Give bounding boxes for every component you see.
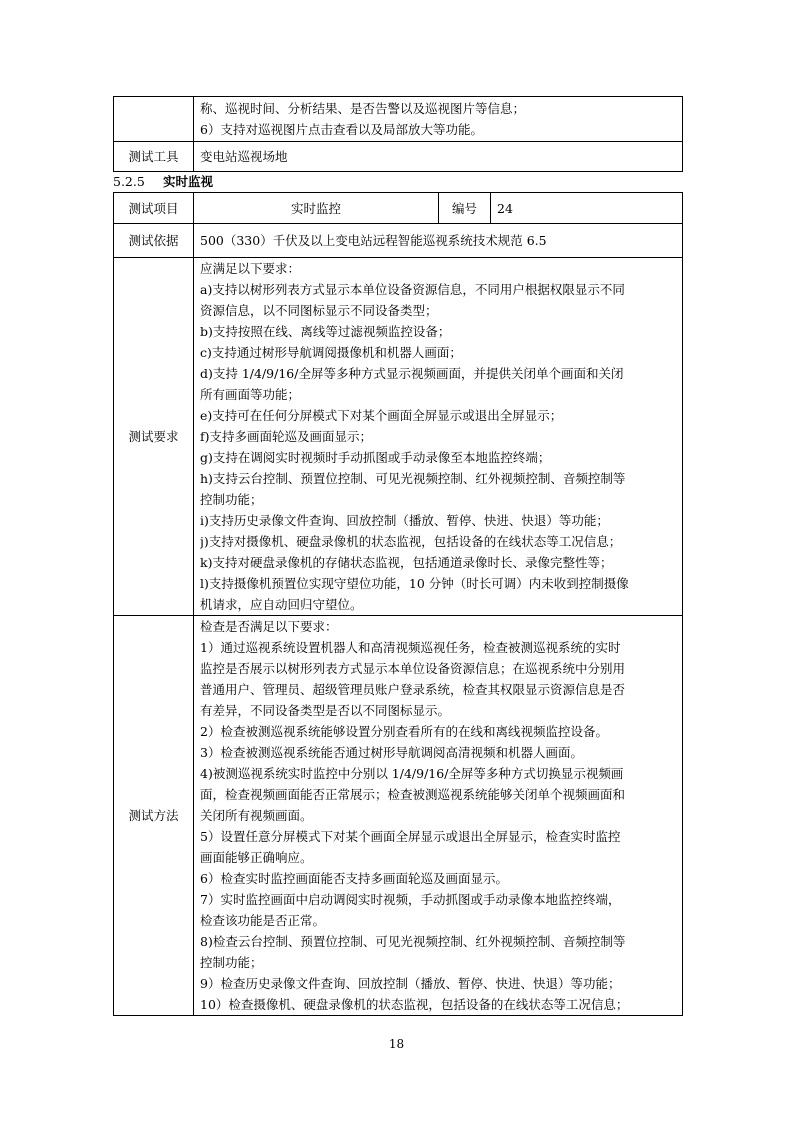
text-line: 面，检查视频画面能否正常展示；检查被测巡视系统能够关闭单个视频画面和 bbox=[200, 787, 626, 802]
text-line: 检查是否满足以下要求： bbox=[200, 619, 338, 634]
text-line: 普通用户、管理员、超级管理员账户登录系统，检查其权限显示资源信息是否 bbox=[200, 682, 626, 697]
test-method-row bbox=[114, 616, 683, 1016]
test-requirements-row bbox=[114, 258, 683, 616]
text-line: 7）实时监控画面中启动调阅实时视频，手动抓图或手动录像本地监控终端， bbox=[200, 892, 621, 907]
text-line: 6）检查实时监控画面能否支持多画面轮巡及画面显示。 bbox=[200, 871, 508, 886]
page-number: 18 bbox=[388, 1037, 405, 1051]
text-line: 2）检查被测巡视系统能够设置分别查看所有的在线和离线视频监控设备。 bbox=[200, 724, 608, 739]
text-line: 10）检查摄像机、硬盘录像机的状态监视，包括设备的在线状态等工况信息； bbox=[200, 997, 629, 1012]
text-line: 检查该功能是否正常。 bbox=[200, 913, 326, 928]
text-line: l)支持摄像机预置位实现守望位功能，10 分钟（时长可调）内未收到控制摄像 bbox=[200, 576, 629, 591]
text-line: 5）设置任意分屏模式下对某个画面全屏显示或退出全屏显示，检查实时监控 bbox=[200, 829, 621, 844]
test-item-row bbox=[114, 193, 683, 224]
continuation-row bbox=[114, 97, 683, 142]
test-method-content bbox=[194, 616, 683, 1016]
test-method-label: 测试方法 bbox=[114, 616, 194, 1016]
text-line: 1）通过巡视系统设置机器人和高清视频巡视任务，检查被测巡视系统的实时 bbox=[200, 640, 621, 655]
text-line: 4)被测巡视系统实时监控中分别以 1/4/9/16/全屏等多种方式切换显示视频画 bbox=[200, 766, 624, 781]
text-line: 9）检查历史录像文件查询、回放控制（播放、暂停、快进、快退）等功能； bbox=[200, 976, 621, 991]
continuation-table bbox=[113, 96, 683, 172]
text-line: f)支持多画面轮巡及画面显示； bbox=[200, 429, 373, 444]
text-line: e)支持可在任何分屏模式下对某个画面全屏显示或退出全屏显示； bbox=[200, 408, 563, 423]
text-line: b)支持按照在线、离线等过滤视频监控设备； bbox=[200, 324, 451, 339]
section-number: 5.2.5 bbox=[113, 174, 145, 189]
test-tool-value: 变电站巡视场地 bbox=[194, 142, 683, 172]
text-line: i)支持历史录像文件查询、回放控制（播放、暂停、快进、快退）等功能； bbox=[200, 513, 609, 528]
text-line: 应满足以下要求： bbox=[200, 261, 301, 276]
id-label: 编号 bbox=[439, 193, 491, 224]
test-tool-label: 测试工具 bbox=[114, 142, 194, 172]
text-line: 画面能够正确响应。 bbox=[200, 850, 313, 865]
text-line: a)支持以树形列表方式显示本单位设备资源信息，不同用户根据权限显示不同 bbox=[200, 282, 625, 297]
test-requirements-label: 测试要求 bbox=[114, 258, 194, 616]
continuation-content bbox=[194, 97, 683, 142]
text-line: d)支持 1/4/9/16/全屏等多种方式显示视频画面，并提供关闭单个画面和关闭 bbox=[200, 366, 624, 381]
text-line: c)支持通过树形导航调阅摄像机和机器人画面； bbox=[200, 345, 462, 360]
section-heading bbox=[113, 174, 213, 190]
test-item-label: 测试项目 bbox=[114, 193, 194, 224]
text-line: 6）支持对巡视图片点击查看以及局部放大等功能。 bbox=[200, 122, 483, 137]
test-requirements-content bbox=[194, 258, 683, 616]
empty-label-cell bbox=[114, 97, 194, 142]
text-line: 控制功能； bbox=[200, 492, 263, 507]
text-line: 有差异，不同设备类型是否以不同图标显示。 bbox=[200, 703, 451, 718]
text-line: 机请求，应自动回归守望位。 bbox=[200, 597, 363, 612]
text-line: 资源信息，以不同图标显示不同设备类型； bbox=[200, 303, 438, 318]
test-basis-row bbox=[114, 224, 683, 258]
text-line: k)支持对硬盘录像机的存储状态监视，包括通道录像时长、录像完整性等； bbox=[200, 555, 613, 570]
text-line: h)支持云台控制、预置位控制、可见光视频控制、红外视频控制、音频控制等 bbox=[200, 471, 626, 486]
text-line: j)支持对摄像机、硬盘录像机的状态监视，包括设备的在线状态等工况信息； bbox=[200, 534, 622, 549]
text-line: 控制功能； bbox=[200, 955, 263, 970]
text-line: 所有画面等功能； bbox=[200, 387, 301, 402]
text-line: 3）检查被测巡视系统能否通过树形导航调阅高清视频和机器人画面。 bbox=[200, 745, 583, 760]
text-line: 监控是否展示以树形列表方式显示本单位设备资源信息；在巡视系统中分别用 bbox=[200, 661, 626, 676]
test-basis-label: 测试依据 bbox=[114, 224, 194, 258]
section-title: 实时监视 bbox=[163, 174, 214, 189]
test-tool-row bbox=[114, 142, 683, 172]
test-item-value: 实时监控 bbox=[194, 193, 439, 224]
test-item-table bbox=[113, 192, 683, 1016]
id-value: 24 bbox=[491, 193, 683, 224]
text-line: 关闭所有视频画面。 bbox=[200, 808, 313, 823]
text-line: 8)检查云台控制、预置位控制、可见光视频控制、红外视频控制、音频控制等 bbox=[200, 934, 626, 949]
test-basis-value: 500（330）千伏及以上变电站远程智能巡视系统技术规范 6.5 bbox=[194, 224, 683, 258]
text-line: g)支持在调阅实时视频时手动抓图或手动录像至本地监控终端； bbox=[200, 450, 551, 465]
text-line: 称、巡视时间、分析结果、是否告警以及巡视图片等信息； bbox=[200, 101, 526, 116]
